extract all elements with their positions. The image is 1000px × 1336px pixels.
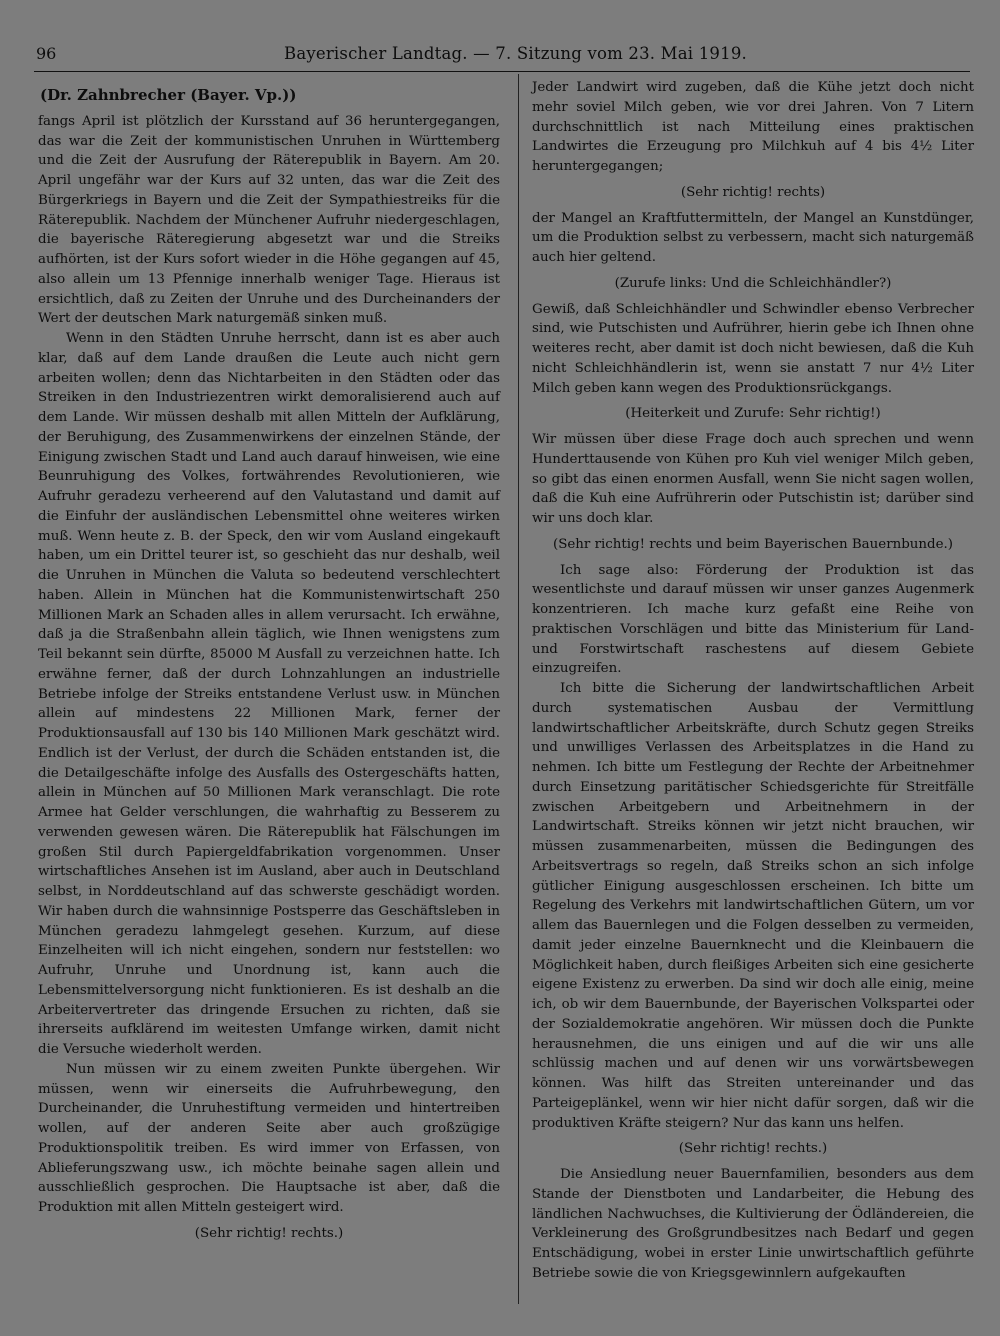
paragraph: fangs April ist plötzlich der Kursstand auf 36 heruntergegangen, das war die Zeit der kommunistischen Unruhen in Württemberg und die Zeit der Ausrufung der Räterepublik in Bayern. Am 20. April ungefähr war der Kurs auf 32 unten, das war die Zeit des Bürgerkriegs in Bayern und die Zeit der Sympathiestreiks für die Räterepublik. Nachdem der Münchener Aufruhr niedergeschlagen, die bayerische Räteregierung abgesetzt war und die Streiks aufhörten, ist der Kurs sofort wieder in die Höhe gegangen auf 45, also allein um 13 Pfennige innerhalb weniger Tage. Hieraus ist ersichtlich, daß zu Zeiten der Unruhe und des Durcheinanders der Wert der deutschen Mark naturgemäß sinken muß. [38, 113, 500, 327]
paragraph: Jeder Landwirt wird zugeben, daß die Kühe jetzt doch nicht mehr soviel Milch geben, wie vor drei Jahren. Von 7 Litern durchschnittlich ist nach Mitteilung eines praktischen Landwirtes die Erzeugung pro Milchkuh auf 4 bis 4½ Liter heruntergegangen; [532, 80, 974, 174]
speaker-label: (Dr. Zahnbrecher (Bayer. Vp.)) [40, 86, 297, 104]
page-header [34, 44, 970, 70]
interjection: (Sehr richtig! rechts.) [194, 1225, 344, 1241]
paragraph: Wir müssen über diese Frage doch auch sprechen und wenn Hunderttausende von Kühen pro Kuh viel weniger Milch geben, so gibt das einen enormen Ausfall, wenn Sie nicht sagen wollen, daß die Kuh eine Aufrührerin oder Putschistin ist; darüber sind wir uns doch klar. [532, 432, 974, 526]
header-rule [34, 71, 970, 72]
interjection: (Zurufe links: Und die Schleichhändler?) [614, 275, 892, 291]
interjection: (Heiterkeit und Zurufe: Sehr richtig!) [625, 406, 881, 422]
interjection: (Sehr richtig! rechts und beim Bayerischen Bauernbunde.) [552, 536, 954, 552]
running-title: Bayerischer Landtag. — 7. Sitzung vom 23. Mai 1919. [284, 44, 747, 63]
interjection: (Sehr richtig! rechts.) [678, 1141, 828, 1157]
paragraph: Wenn in den Städten Unruhe herrscht, dann ist es aber auch klar, daß auf dem Lande draußen die Leute auch nicht gern arbeiten wollen; denn das Nichtarbeiten in den Städten oder das Streiken in den Industriezentren wirkt demoralisierend auch auf dem Lande. Wir müssen deshalb mit allen Mitteln der Aufklärung, der Beruhigung, des Zusammenwirkens der einzelnen Stände, der Einigung zwischen Stadt und Land auch darauf hinweisen, wie eine Beunruhigung des Volkes, fortwährendes Revolutionieren, wie Aufruhr geradezu verheerend auf den Valutastand und damit auf die Einfuhr der ausländischen Lebensmittel ohne weiteres wirken muß. Wenn heute z. B. der Speck, den wir vom Ausland eingekauft haben, um ein Drittel teurer ist, so geschieht das nur deshalb, weil die Unruhen in München die Valuta so bedeutend verschlechtert haben. Allein in München hat die Kommunistenwirtschaft 250 Millionen Mark an Schaden alles in allem verursacht. Ich erwähne, daß ja die Straßenbahn allein täglich, wie Ihnen wenigstens zum Teil bekannt sein dürfte, 85000 M Ausfall zu verzeichnen hatte. Ich erwähne ferner, daß der durch Lohnzahlungen an industrielle Betriebe infolge der Streiks entstandene Verlust usw. in München allein auf mindestens 22 Millionen Mark, ferner der Produktionsausfall auf 130 bis 140 Millionen Mark geschätzt wird. Endlich ist der Verlust, der durch die Schäden entstanden ist, die die Detailgeschäfte infolge des Ausfalls des Ostergeschäfts hatten, allein in München auf 50 Millionen Mark veranschlagt. Die rote Armee hat Gelder verschlungen, die wahrhaftig zu Besserem zu verwenden gewesen wären. Die Räterepublik hat Fälschungen im großen Stil durch Papiergeldfabrikation vorgenommen. Unser wirtschaftliches Ansehen ist im Ausland, aber auch in Deutschland selbst, in Norddeutschland auf das schwerste geschädigt worden. Wir haben durch die wahnsinnige Postsperre das Geschäftsleben in München geradezu lahmgelegt gesehen. Kurzum, auf diese Einzelheiten will ich nicht eingehen, sondern nur feststellen: wo Aufruhr, Unruhe und Unordnung ist, kann auch die Lebensmittelversorgung nicht funktionieren. Es ist deshalb an die Arbeitervertreter das dringende Ersuchen zu richten, daß sie ihrerseits aufklärend im weitesten Umfange wirken, damit nicht die Versuche wiederholt werden. [38, 331, 500, 1057]
column-divider [518, 74, 519, 1304]
right-column [532, 78, 974, 1284]
paragraph: Ich bitte die Sicherung der landwirtschaftlichen Arbeit durch systematischen Ausbau der Vermittlung landwirtschaftlicher Arbeitskräfte, durch Schutz gegen Streiks und unwilliges Verlassen des Arbeitsplatzes in die Hand zu nehmen. Ich bitte um Festlegung der Rechte der Arbeitnehmer durch Einsetzung paritätischer Schiedsgerichte für Streitfälle zwischen Arbeitgebern und Arbeitnehmern in der Landwirtschaft. Streiks können wir jetzt nicht brauchen, wir müssen zusammenarbeiten, müssen die Bedingungen des Arbeitsvertrags so regeln, daß Streiks schon an sich infolge gütlicher Einigung ausgeschlossen erscheinen. Ich bitte um Regelung des Verkehrs mit landwirtschaftlichen Gütern, um vor allem das Bauernlegen und die Folgen desselben zu vermeiden, damit jeder einzelne Bauernknecht und die Kleinbauern die Möglichkeit haben, durch fleißiges Arbeiten sich eine gesicherte eigene Existenz zu erwerben. Da sind wir doch alle einig, meine ich, ob wir dem Bauernbunde, der Bayerischen Volkspartei oder der Sozialdemokratie angehören. Wir müssen doch die Punkte herausnehmen, die uns einigen und auf die wir uns alle schlüssig machen und auf denen wir uns vorwärtsbewegen können. Was hilft das Streiten untereinander und das Parteigeplänkel, wenn wir hier nicht dafür sorgen, daß wir die produktiven Kräfte steigern? Nur das kann uns helfen. [532, 681, 974, 1131]
paragraph: der Mangel an Kraftfuttermitteln, der Mangel an Kunstdünger, um die Produktion selbst zu verbessern, macht sich naturgemäß auch hier geltend. [532, 210, 974, 265]
paragraph: Die Ansiedlung neuer Bauernfamilien, besonders aus dem Stande der Dienstboten und Landarbeiter, die Hebung des ländlichen Nachwuchses, die Kultivierung der Ödländereien, die Verkleinerung des Großgrundbesitzes nach Bedarf und gegen Entschädigung, wobei in erster Linie unwirtschaftlich geführte Betriebe sowie die von Kriegsgewinnlern aufgekauften [532, 1167, 974, 1281]
paragraph: Nun müssen wir zu einem zweiten Punkte übergehen. Wir müssen, wenn wir einerseits die Aufruhrbewegung, den Durcheinander, die Unruhestiftung vermeiden und hintertreiben wollen, auf der anderen Seite aber auch großzügige Produktionspolitik treiben. Es wird immer von Erfassen, von Ablieferungszwang usw., ich möchte beinahe sagen allein und ausschließlich gesprochen. Die Hauptsache ist aber, daß die Produktion mit allen Mitteln gesteigert wird. [38, 1061, 500, 1215]
page-number: 96 [36, 44, 57, 63]
paragraph: Gewiß, daß Schleichhändler und Schwindler ebenso Verbrecher sind, wie Putschisten und Aufrührer, hierin gebe ich Ihnen ohne weiteres recht, aber damit ist doch nicht bewiesen, daß die Kuh nicht Schleichhändlerin ist, wenn sie anstatt 7 nur 4½ Liter Milch geben kann wegen des Produktionsrückgangs. [532, 301, 974, 396]
paragraph: Ich sage also: Förderung der Produktion ist das wesentlichste und darauf müssen wir unser ganzes Augenmerk konzentrieren. Ich mache kurz gefaßt eine Reihe von praktischen Vorschlägen und bitte das Ministerium für Land- und Forstwirtschaft raschestens auf diesem Gebiete einzugreifen. [532, 562, 974, 677]
interjection: (Sehr richtig! rechts) [680, 184, 826, 200]
left-column [38, 82, 500, 1250]
